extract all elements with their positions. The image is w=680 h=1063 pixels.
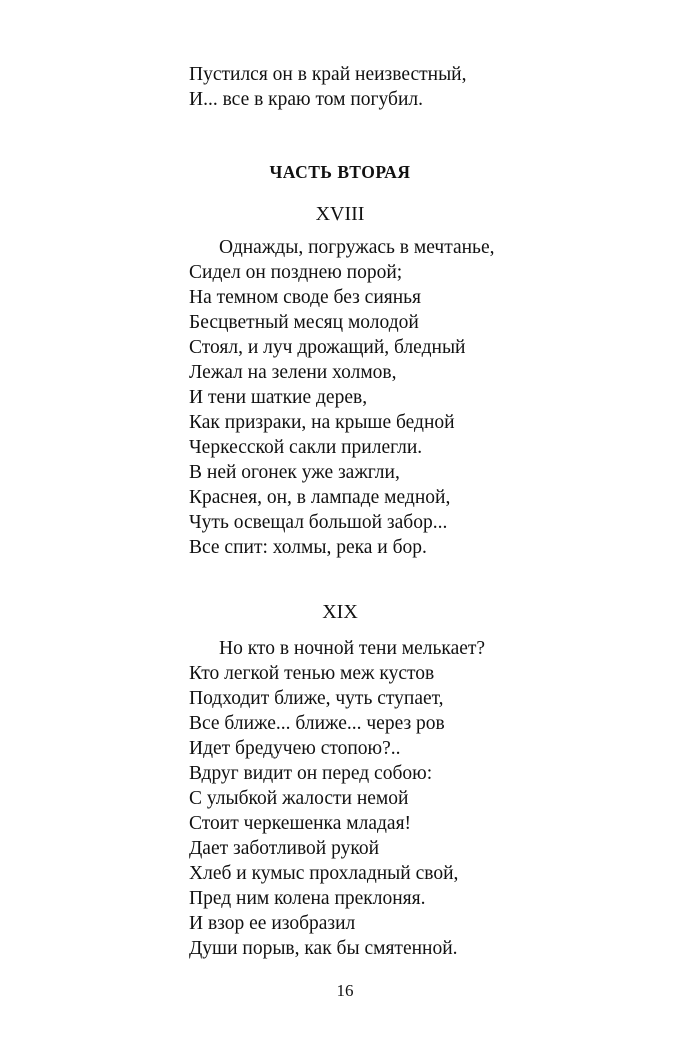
stanza-number: XVIII <box>315 203 365 225</box>
poem-line: Все спит: холмы, река и бор. <box>189 537 427 558</box>
poem-line: Подходит ближе, чуть ступает, <box>189 688 444 709</box>
poem-line: Лежал на зелени холмов, <box>189 362 397 383</box>
poem-line: Пустился он в край неизвестный, <box>189 64 467 85</box>
part-heading: ЧАСТЬ ВТОРАЯ <box>269 162 411 182</box>
poem-line: И тени шаткие дерев, <box>189 387 368 408</box>
poem-line: Все ближе... ближе... через ров <box>189 713 445 734</box>
poem-line: Сидел он позднею порой; <box>189 262 403 283</box>
page-number: 16 <box>336 981 354 1000</box>
stanza-xix <box>189 636 609 961</box>
stanza-number: XIX <box>322 601 358 623</box>
poem-line: Кто легкой тенью меж кустов <box>189 663 435 684</box>
poem-line: Краснея, он, в лампаде медной, <box>189 487 451 508</box>
poem-line: Идет бредучею стопою?.. <box>189 738 401 759</box>
poem-line: На темном своде без сиянья <box>189 287 422 308</box>
intro-lines <box>189 62 609 112</box>
poem-line: Хлеб и кумыс прохладный свой, <box>189 863 459 884</box>
poem-line: Однажды, погружась в мечтанье, <box>219 237 495 258</box>
poem-line: Души порыв, как бы смятенной. <box>189 938 458 959</box>
poem-line: Чуть освещал большой забор... <box>189 512 448 533</box>
poem-line: Стоит черкешенка младая! <box>189 813 412 834</box>
poem-line: Пред ним колена преклоняя. <box>189 888 426 909</box>
poem-line: В ней огонек уже зажгли, <box>189 462 400 483</box>
poem-line: Бесцветный месяц молодой <box>189 312 419 333</box>
poem-line: Как призраки, на крыше бедной <box>189 412 455 433</box>
stanza-xviii <box>189 235 609 560</box>
poem-line: Дает заботливой рукой <box>189 838 380 859</box>
poem-line: Но кто в ночной тени мелькает? <box>219 638 486 659</box>
poem-line: Вдруг видит он перед собою: <box>189 763 433 784</box>
poem-line: И... все в краю том погубил. <box>189 89 423 110</box>
poem-line: Стоял, и луч дрожащий, бледный <box>189 337 466 358</box>
poem-line: Черкесской сакли прилегли. <box>189 437 423 458</box>
poem-line: С улыбкой жалости немой <box>189 788 409 809</box>
poem-line: И взор ее изобразил <box>189 913 356 934</box>
